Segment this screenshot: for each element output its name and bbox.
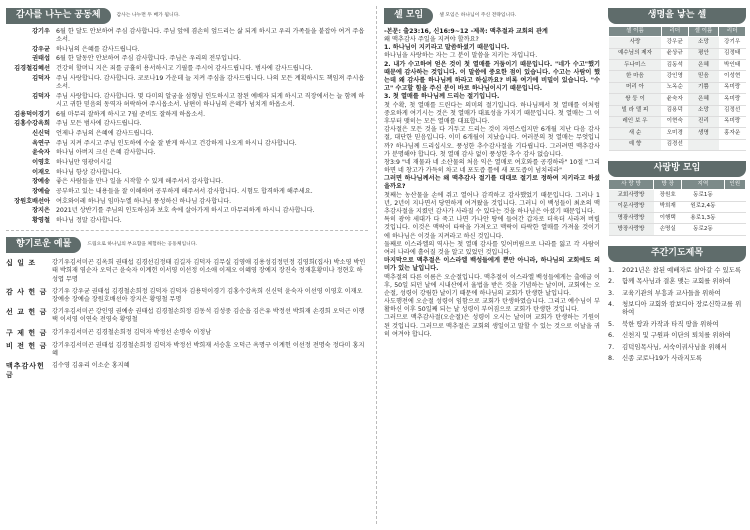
sermon-paragraph: 하나님을 사랑하는 자는 그 분이 말씀을 지키는 자입니다. (384, 52, 538, 60)
cells-cell: 김동석 (661, 60, 688, 71)
sermon-paragraph: 2. 내가 수고하여 얻은 것이 첫 열매를 거둠이기 때문입니다. "네가 수고"했기 때문에 감사하는 것입니다. 이 말씀에 중요한 점이 있습니다. 수고는 사람이 했는데 왜 감사를 하나님께 하라고 하실까요? 비록 여기에 비밀이 있습니다. "수고" 수고할 힘을 주신 분이 바로 하나님이시기 때문입니다. (384, 60, 600, 93)
gratitude-text: 2021년 상반기를 주님의 인도하심과 보호 속에 살아가게 하시고 마무리하게 하시니 감사합니다. (56, 207, 315, 215)
gratitude-row (6, 75, 368, 91)
love-room-title: 사랑방 모임 (608, 161, 746, 177)
gratitude-name: 김덕자 (32, 74, 50, 82)
gratitude-name: 옥연구 (32, 139, 50, 147)
sermon-paragraph: 그러면 하나님께서는 왜 맥추감사 절기를 대대로 절기로 정하여 지키라고 하셨을까요? (384, 175, 600, 191)
gratitude-name: 이영호 (32, 159, 50, 166)
cells-cell: 김정태 (719, 48, 746, 59)
gratitude-name: 윤숙자 (32, 149, 50, 157)
prayer-text: 신천지 및 구원파 이단의 퇴치를 위하여 (622, 331, 731, 340)
prayer-item (608, 289, 746, 297)
prayer-text: 청보디아 교회와 캄보디아 장로신학교를 위하여 (622, 299, 742, 317)
love-room-header (609, 179, 746, 189)
gratitude-text: 공부하고 있는 내용들을 잘 이해하며 공부하게 해주셔서 감사합니다. 시험도 합격하게 해주세요. (56, 188, 313, 196)
gratitude-row (6, 28, 368, 44)
love-room-col-header: 사 랑 방 (609, 179, 654, 189)
cells-table-body (609, 37, 746, 151)
gratitude-text: 하나님의 은혜를 감사드립니다. (56, 45, 140, 53)
love-room-row (609, 201, 746, 212)
offering-row (6, 259, 368, 284)
offering-names: 강기우김서미곤 김옥희 권태섭 김경선김정태 김길자 김덕자 김무실 김영애 김용성김정민정 김영희(집사) 박소영 박인태 박희재 염순자 오덕근 윤숙자 이계헌 이서영 이선정 이소애 이제오 이혜영 장예지 장진숙 정재훈황미나 정현호 하성엽 무명 (52, 259, 366, 283)
cells-cell: 머리 아 (609, 82, 662, 93)
cells-cell: 김용덕 (661, 105, 688, 116)
sermon-paragraph: 첫째는 농산물을 손에 쥐고 열어나 감격하고 감사했었기 때문입니다. 그러나 1년, 2년이 지나면서 당연하게 여겨왔을 것입니다. 그러니 이 백성들이 최초의 맥추감사절을 지켰던 감사가 사라질 수 있다는 것을 하나님은 아셨기 때문입니다. (384, 191, 600, 215)
gratitude-name: 강기우 (32, 27, 50, 35)
cells-row (609, 116, 746, 127)
cells-col-header: 리더 (661, 26, 688, 36)
gratitude-text: 6월 한 달도 안보하여 주심 감사합니다. 주님 앞에 겸손히 엎드리는 삶 되게 하시고 우리 가족들을 붙잡아 여겨 주옵소서. (56, 27, 365, 44)
love-room-cell (724, 190, 746, 201)
gratitude-text: 하나님 아버지 크신 은혜 감사합니다. (56, 149, 156, 157)
cells-cell: 새 순 (609, 128, 662, 139)
sermon-paragraph: 첫 수확, 첫 열매를 드린다는 의미의 절기입니다. 하나님께서 첫 열매를 이처럼 중요하게 여기시는 것은 첫 열매가 대표성을 가지기 때문입니다. 첫 열매는 그 이후부터 맺히는 모든 열매를 대표합니다. (384, 101, 600, 125)
cells-cell: 오미경 (661, 128, 688, 139)
prayer-text: 함께 목사님과 결혼 맺는 교회를 위하여 (622, 277, 731, 286)
cell-note: 셀 모임은 하나님이 주신 전략입니다. (439, 12, 517, 18)
sermon-paragraph: 창3:9 "네 재물과 네 소산물의 처음 익은 열매로 여호와를 공경하라" 10절 "그리하면 네 창고가 가득히 차고 네 포도즙 틀에 새 포도즙이 넘치리라" (384, 158, 600, 175)
cells-cell: 사랑 (609, 37, 662, 48)
offering-list (6, 259, 368, 380)
gratitude-list (6, 28, 368, 225)
love-room-cell (724, 213, 746, 224)
gratitude-row (6, 93, 368, 109)
cells-cell: 강인영 (661, 71, 688, 82)
gratitude-text: 좋은 사람들을 만나 일을 시작할 수 있게 해주셔서 감사합니다. (56, 178, 224, 186)
love-room-cell: 용로1,3동 (682, 213, 724, 224)
gratitude-name: 권태섭 (32, 55, 50, 63)
gratitude-row (6, 178, 368, 186)
sermon-body (384, 28, 600, 339)
cells-cell: 예수님의 제자 (609, 48, 662, 59)
gratitude-text: 주님 사랑합니다. 감사합니다. 코로나19 가운데 늘 지켜 주심을 감사드립니다. 나의 모든 계획하시도 책임져 주시옵소서. (56, 74, 365, 90)
prayer-item (608, 354, 746, 362)
love-room-cell: 장원호 (654, 190, 682, 201)
prayer-text: 신종 코로나19가 사라지도록 (622, 354, 703, 363)
cells-cell: 은혜 (688, 60, 719, 71)
gratitude-text: 6월 한 달동안 안보하여 주심 감사합니다. 주님은 우리의 전부입니다. (56, 55, 241, 63)
cells-cell: 옥미랑 (719, 82, 746, 93)
offering-names: 강기우김서미곤 강인영 권예송 권태섭 김경철손희정 김동석 김성중 김순읍 김은유 박정선 박희재 손경희 오덕근 이행택 이서영 이연숙 전영숙 황영철 (52, 308, 365, 324)
offering-names: 김수영 김유리 이소순 홍지혜 (52, 362, 130, 370)
cells-cell: 옥미랑 (719, 116, 746, 127)
cells-cell: 옥미랑 (719, 94, 746, 105)
sermon-paragraph: 그러므로 맥추감사절(오순절)은 성령이 오시는 날이며 교회가 탄생하는 기원이 된 것입니다. 그러므로 맥추절은 교회의 생일이고 말할 수 있는 것으로 이날을 귀히 여겨야 합니다. (384, 314, 600, 338)
prayer-number: 2. (608, 277, 615, 286)
cells-row (609, 82, 746, 93)
cells-col-header: 셀 이름 (688, 26, 719, 36)
cells-col-header: 리더 (719, 26, 746, 36)
gratitude-name: 김홍수강옥희 (14, 120, 50, 128)
offering-category: 선 교 헌 금 (6, 308, 48, 317)
love-room-row (609, 213, 746, 224)
prayer-item (608, 300, 746, 317)
gratitude-text: 주님 지켜 주시고 주님 인도하에 수술 잘 받게 하시고 건강하게 나오게 하시니 감사합니다. (56, 139, 297, 147)
love-room-cell: 명광사랑방 (609, 213, 654, 224)
cells-cell: 강우균 (661, 37, 688, 48)
love-room-cell: 원로2,4동 (682, 201, 724, 212)
cells-table-title: 생명을 낳는 셀 (608, 8, 746, 24)
love-room-row (609, 224, 746, 235)
gratitude-text: 하나님 정말 감사합니다. (56, 217, 122, 225)
offering-row (6, 342, 368, 358)
cells-row (609, 94, 746, 105)
section-divider (6, 230, 368, 231)
cells-row (609, 139, 746, 150)
prayer-number: 7. (608, 342, 615, 351)
love-room-cell: 손명실 (654, 224, 682, 235)
cells-row (609, 37, 746, 48)
gratitude-text: 건강히 할머니 지은 죄를 긍휼히 용서하시고 기필를 주시어 감사드립니다. 범사에 감사드립니다. (56, 65, 313, 73)
gratitude-name: 장지은 (32, 207, 50, 215)
prayer-number: 5. (608, 319, 615, 328)
offering-note: 드림으로 하나님의 부요함을 체험하는 공동체입니다. (87, 242, 197, 248)
sermon-paragraph: 둘째로 이스라엘의 역사는 첫 열매 감사를 잊어버림으로 나라를 잃고 각 사람이 여러 나라에 흩어질 것을 알고 있었던 것입니다. (384, 240, 600, 256)
prayer-title: 주간기도제목 (608, 246, 746, 262)
gratitude-name: 김경철김혜선 (14, 65, 50, 73)
sermon-paragraph: 1. 하나님이 지키라고 말씀하셨기 때문입니다. (384, 44, 510, 52)
love-room-table (608, 179, 746, 236)
cells-col-header: 셀 이름 (609, 26, 662, 36)
cells-cell: 쌍 둥 이 (609, 94, 662, 105)
love-room-row (609, 190, 746, 201)
cells-table (608, 26, 746, 151)
cells-cell: 소망 (688, 37, 719, 48)
gratitude-row (6, 120, 368, 128)
gratitude-row (6, 207, 368, 215)
gratitude-name: 장예슬 (32, 188, 50, 196)
gratitude-header (6, 8, 368, 24)
sermon-paragraph: 특히 광야 세대가 다 죽고 나면 가나안 땅에 들어간 갑자로 더욱더 사라져 버릴 것입니다. 이것은 맥락이 타락을 가져오고 맥락이 타락한 열매를 가져올 것이기에 하나님은 이것을 지켜라고 하신 것입니다. (384, 216, 600, 240)
gratitude-title: 감사를 나누는 공동체 (6, 8, 111, 24)
cells-row (609, 105, 746, 116)
cells-cell: 이성현 (719, 71, 746, 82)
prayer-number: 1. (608, 265, 615, 274)
prayer-text: 교육기관의 부흥과 교사들을 위하여 (622, 288, 721, 297)
cells-cell: 김정선 (719, 105, 746, 116)
love-room-col-header: 인원 (724, 179, 746, 189)
gratitude-text: 6월 마무리 잘하게 하시고 7월 준비도 잘하게 하옵소서. (56, 110, 206, 118)
gratitude-row (6, 111, 368, 119)
gratitude-row (6, 188, 368, 196)
left-column (6, 8, 368, 385)
offering-header (6, 237, 368, 253)
cells-cell: 김경선 (661, 139, 688, 150)
cells-cell: 레인 보 우 (609, 116, 662, 127)
page-divider (376, 6, 377, 524)
cells-cell: 은혜 (688, 94, 719, 105)
gratitude-text: 주님 모든 범사에 감사드립니다. (56, 120, 142, 128)
cells-cell (688, 139, 719, 150)
gratitude-text: 주님 사랑합니다. 감사합니다. 몇 다미의 알굼을 섬형님 인도하시고 참된 예배자 되게 하시고 직장에서는 늘 함께 하시고 귀한 믿음의 동역자 허락하여 주시옵소서. 남편이 하나님의 은혜가 넘치게 하옵소서. (56, 92, 365, 108)
sermon-paragraph: 사도행전에 오순절 성령이 임함으로 교회가 탄생하였습니다. 그리고 예수님이 부활하신 이후 50일째 되는 날 성령이 부어짐으로 교회가 탄생한 것입니다. (384, 298, 600, 314)
gratitude-note: 감사는 나누면 두 배가 됩니다. (116, 12, 180, 18)
middle-column (384, 8, 600, 339)
love-room-cell (724, 224, 746, 235)
offering-category: 맥추감사헌금 (6, 362, 45, 380)
love-room-cell: 교회사랑방 (609, 190, 654, 201)
offering-names: 강기우김서미곤 김경철손희정 김덕자 박정선 손명숙 이정남 (52, 328, 212, 336)
offering-category: 십 일 조 (6, 259, 37, 268)
cells-cell: 예 향 (609, 139, 662, 150)
gratitude-row (6, 198, 368, 206)
gratitude-name: 신신덕 (32, 129, 50, 137)
gratitude-name: 김용덕이경기 (14, 110, 50, 118)
cells-row (609, 128, 746, 139)
gratitude-row (6, 130, 368, 138)
love-room-cell: 동로1동 (682, 190, 724, 201)
gratitude-name: 황영철 (32, 217, 50, 225)
sermon-paragraphs (384, 36, 600, 339)
prayer-item (608, 320, 746, 328)
gratitude-name: 장예송 (32, 178, 50, 186)
love-room-cell (724, 201, 746, 212)
gratitude-row (6, 46, 368, 54)
gratitude-row (6, 217, 368, 225)
gratitude-text: 여호와이레 하나님 임마누엘 하나님 풍성하신 하나님 감사합니다. (56, 197, 232, 205)
offering-category: 비 전 헌 금 (6, 341, 48, 350)
cells-cell: 박인태 (719, 60, 746, 71)
love-room-cell: 박희재 (654, 201, 682, 212)
gratitude-row (6, 159, 368, 167)
prayer-text: 2021년은 참된 예배자로 살아갈 수 있도록 (622, 265, 742, 274)
right-column (608, 8, 746, 366)
prayer-list (608, 266, 746, 363)
cells-cell: 홍자운 (719, 128, 746, 139)
gratitude-text: 하나님만 영광이시길 (56, 159, 112, 166)
gratitude-row (6, 55, 368, 63)
prayer-item (608, 331, 746, 339)
gratitude-text: 하나님 항상 감사합니다. (56, 168, 122, 176)
prayer-text: 북한 땅과 카작과 타직 땅을 위하여 (622, 319, 719, 328)
sermon-paragraph: 왜 맥추감사 주일을 지켜야 할까요? (384, 36, 479, 44)
cells-cell: 노옥순 (661, 82, 688, 93)
gratitude-row (6, 140, 368, 148)
offering-row (6, 288, 368, 304)
gratitude-row (6, 169, 368, 177)
cells-cell: 기쁨 (688, 82, 719, 93)
sermon-paragraph: 맥추절의 다른 이름은 오순절입니다. 맥추절이 이스라엘 백성들에게는 출애굽 이후, 50일 되던 날에 시내산에서 율법을 받은 것을 기념하는 날이며, 교회에는 오순절, 성령이 강림한 날이기 때문에 하나님의 교회가 탄생한 날입니다. (384, 273, 600, 297)
cells-cell: 믿음 (688, 71, 719, 82)
prayer-number: 8. (608, 354, 615, 363)
gratitude-text: 언제나 주님의 은혜에 감사드립니다. (56, 129, 154, 137)
cells-row (609, 60, 746, 71)
love-room-cell: 방장사랑방 (609, 224, 654, 235)
prayer-number: 4. (608, 299, 615, 308)
cells-cell: 강기우 (719, 37, 746, 48)
cells-cell: 진리 (688, 116, 719, 127)
prayer-item (608, 266, 746, 274)
offering-row (6, 362, 368, 380)
prayer-number: 6. (608, 331, 615, 340)
cells-cell: 생명 (688, 128, 719, 139)
cells-cell: 소망 (688, 105, 719, 116)
love-room-cell: 이행택 (654, 213, 682, 224)
cells-cell: 두나미스 (609, 60, 662, 71)
love-room-cell: 동로2동 (682, 224, 724, 235)
offering-category: 구 제 헌 금 (6, 328, 48, 337)
prayer-item (608, 343, 746, 351)
sermon-paragraph: 마지막으로 맥추절은 이스라엘 백성들에게 뿐만 아니라, 하나님의 교회에도 의미가 있는 날입니다. (384, 257, 600, 273)
prayer-item (608, 277, 746, 285)
prayer-number: 3. (608, 288, 615, 297)
gratitude-name: 김덕자 (32, 92, 50, 100)
prayer-text: 김덕임목사님, 서숙이궈사님을 위해서 (622, 342, 727, 351)
sermon-paragraph: 감사절은 모든 것을 다 거두고 드리는 것이 자연스럽지만 6개월 지난 다음 감사절, 대단한 믿음입니다. 이미 6개월이 지났습니다. 여러분의 첫 열매는 무엇입니까? 하나님께 드리십시오. 풍성한 추수감사절을 기다립니다. 그러려면 맥추감사가 분명해야 합니다. 첫 열매 감사 없이 풍성한 추수 감사 없습니다. (384, 126, 600, 158)
sermon-paragraph: 3. 첫 열매를 하나님께 드리는 절기입니다. (384, 93, 500, 101)
cells-row (609, 71, 746, 82)
love-room-col-header: 지역 (682, 179, 724, 189)
cells-cell: 한 마음 (609, 71, 662, 82)
love-room-cell: 이문사랑방 (609, 201, 654, 212)
cells-table-header (609, 26, 746, 36)
offering-title: 향기로운 예물 (6, 237, 81, 253)
cell-title: 셀 모임 (384, 8, 433, 24)
gratitude-name: 강우균 (32, 45, 50, 53)
cells-cell: 윤숙자 (661, 94, 688, 105)
cells-cell: 빌 라 델 피 (609, 105, 662, 116)
sermon-heading: -본문: 출23:16, 신16:9~12 -제목: 맥추절과 교회의 관계 (384, 27, 548, 35)
cells-cell (719, 139, 746, 150)
gratitude-row (6, 149, 368, 157)
gratitude-name: 장원호배선아 (14, 197, 50, 205)
offering-names: 강기우김서미곤 권태섭 김경철손희정 김덕자 박정선 박희재 서승훈 오덕근 옥명구 이계헌 이선정 전명숙 정다미 홍지혜 (52, 341, 365, 357)
offering-category: 감 사 헌 금 (6, 287, 48, 296)
love-room-col-header: 방 장 (654, 179, 682, 189)
offering-row (6, 329, 368, 338)
cells-cell: 이현숙 (661, 116, 688, 127)
gratitude-row (6, 65, 368, 73)
gratitude-name: 이재오 (32, 168, 50, 176)
cells-cell: 윤상규 (661, 48, 688, 59)
love-room-body (609, 190, 746, 236)
offering-row (6, 308, 368, 324)
cells-cell: 평안 (688, 48, 719, 59)
offering-names: 강기우 강우균 권태섭 김경철손희정 김덕자 김덕자 김용덕이경기 김홍수강옥희 신신덕 윤숙자 이선영 이영호 이재오 장예송 장예슬 장원호배선아 장지은 황영철 무명 (52, 287, 363, 303)
cell-header (384, 8, 600, 24)
cells-row (609, 48, 746, 59)
